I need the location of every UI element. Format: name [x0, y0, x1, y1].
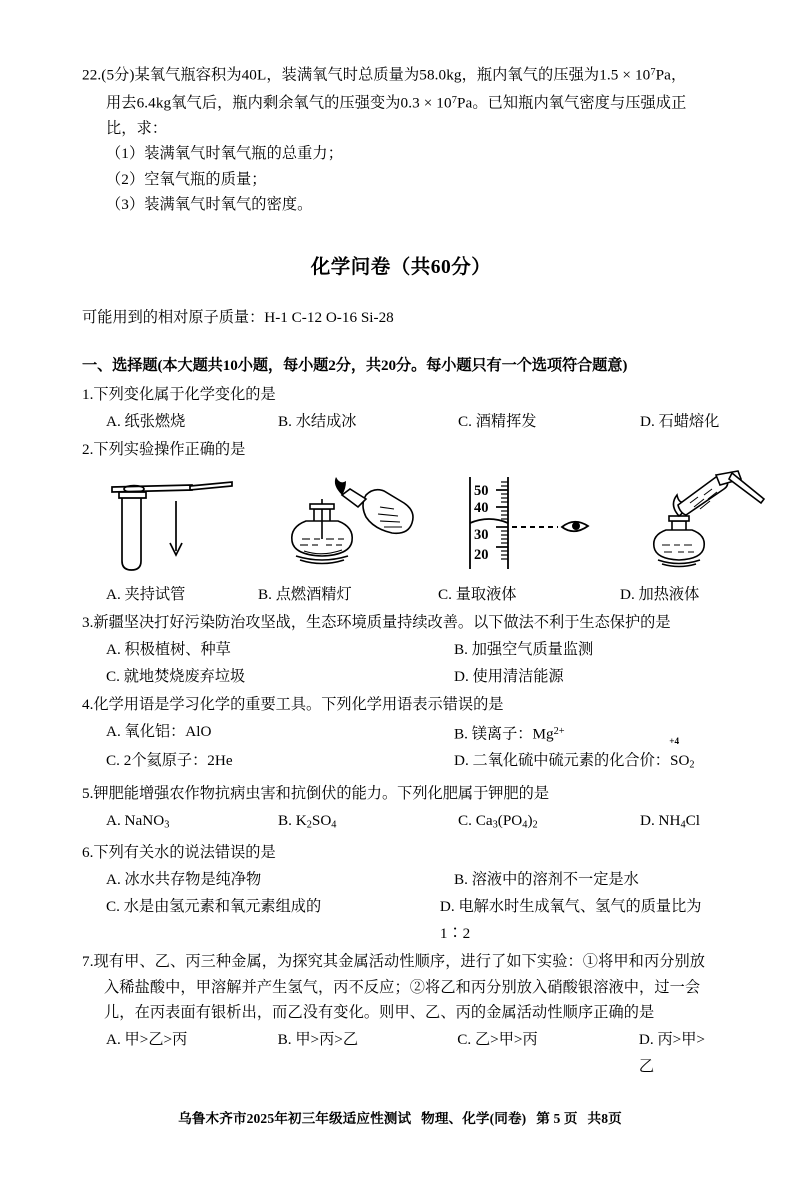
- oxidation-state-value: +4: [669, 735, 680, 746]
- question-3-option-a[interactable]: A. 积极植树、种草: [106, 640, 231, 658]
- question-2-option-b[interactable]: B. 点燃酒精灯: [258, 585, 352, 603]
- footer-page-number: 第 5 页: [536, 1111, 578, 1126]
- relative-atomic-mass-values: H-1 C-12 O-16 Si-28: [264, 308, 394, 326]
- question-2-option-c[interactable]: C. 量取液体: [438, 585, 517, 603]
- question-5-number: 5.: [82, 784, 94, 802]
- footer-exam-name: 乌鲁木齐市2025年初三年级适应性测试: [178, 1111, 412, 1126]
- multiple-choice-section-heading: 一、选择题(本大题共10小题，每小题2分，共20分。每小题只有一个选项符合题意): [82, 356, 628, 374]
- chem-question-2: [82, 437, 720, 608]
- q5c-mid2: ): [527, 811, 533, 829]
- q5a-prefix: A. NaNO: [106, 811, 165, 829]
- question-1-stem: [82, 382, 720, 408]
- question-4-stem: [82, 692, 720, 718]
- page-content: [82, 60, 720, 1082]
- relative-atomic-mass-label: 可能用到的相对原子质量：: [82, 308, 265, 326]
- question-22-sub-2: （2）空氧气瓶的质量；: [106, 170, 267, 188]
- oxygen-subscript: 2: [689, 759, 695, 771]
- oxygen-symbol: O: [678, 751, 690, 769]
- question-2-stem: [82, 437, 720, 463]
- cylinder-tick-20: 20: [474, 546, 489, 563]
- question-3-option-b[interactable]: B. 加强空气质量监测: [454, 640, 594, 658]
- question-4-option-a[interactable]: A. 氧化铝：AlO: [106, 722, 212, 740]
- question-1-option-d[interactable]: D. 石蜡熔化: [640, 412, 720, 430]
- question-7-option-d[interactable]: D. 丙>甲>乙: [638, 1030, 705, 1075]
- question-7-stem-line-3: 儿，在丙表面有银析出，而乙没有变化。则甲、乙、丙的金属活动性顺序正确的是: [104, 1004, 655, 1022]
- question-7-options: [82, 1026, 720, 1080]
- q5c-sub3: 2: [532, 819, 538, 831]
- question-3-stem: [82, 610, 720, 636]
- question-4-option-c[interactable]: C. 2个氦原子：2He: [106, 751, 233, 769]
- question-4-option-d-label: D. 二氧化硫中硫元素的化合价：: [454, 751, 670, 769]
- question-22-exp-2: 7: [451, 94, 457, 106]
- question-4-option-b-label: B. 镁离子：Mg: [454, 724, 554, 742]
- question-2-number: 2.: [82, 440, 94, 458]
- question-3-option-c[interactable]: C. 就地焚烧废弃垃圾: [106, 667, 246, 685]
- question-22-sub-3: （3）装满氧气时氧气的密度。: [106, 196, 313, 214]
- question-22-stem-1: 某氧气瓶容积为40L，装满氧气时总质量为58.0kg，瓶内氧气的压强为1.5 × 10: [134, 66, 651, 84]
- question-6-option-b[interactable]: B. 溶液中的溶剂不一定是水: [454, 871, 639, 889]
- question-1-options: [82, 408, 720, 435]
- question-5-option-a[interactable]: [106, 807, 278, 839]
- question-5-stem: [82, 781, 720, 807]
- question-22-exp-1: 7: [650, 67, 656, 78]
- question-3-number: 3.: [82, 613, 94, 631]
- question-4-option-b[interactable]: [454, 718, 565, 747]
- question-6-stem: [82, 840, 720, 866]
- question-2-text: 下列实验操作正确的是: [93, 440, 246, 458]
- question-7-option-c[interactable]: C. 乙>甲>丙: [457, 1030, 538, 1048]
- question-7-option-a[interactable]: A. 甲>乙>丙: [106, 1030, 188, 1048]
- question-2-figures: [82, 469, 720, 577]
- question-4-option-d[interactable]: [454, 735, 695, 779]
- q5d-mid: Cl: [685, 811, 701, 829]
- q5c-prefix: C. Ca: [458, 811, 493, 829]
- cylinder-tick-40: 40: [474, 499, 489, 516]
- q5b-sub: 2: [306, 819, 312, 831]
- heating-liquid-figure: [620, 469, 770, 577]
- question-6-option-c[interactable]: C. 水是由氢元素和氧元素组成的: [106, 898, 322, 916]
- question-3-options-row-1: [82, 636, 720, 663]
- question-6-options-row-1: [82, 866, 720, 893]
- q5d-sub: 4: [680, 819, 686, 831]
- chem-question-7: [82, 949, 720, 1080]
- question-1-option-a[interactable]: A. 纸张燃烧: [106, 412, 186, 430]
- q5b-mid: SO: [311, 811, 332, 829]
- question-3-option-d[interactable]: D. 使用清洁能源: [454, 667, 564, 685]
- question-7-option-b[interactable]: B. 甲>丙>乙: [277, 1030, 359, 1048]
- physics-question-22: [82, 60, 720, 218]
- question-4-options-row-2: [82, 735, 720, 779]
- question-22-stem-1-tail: Pa，: [655, 66, 687, 84]
- question-6-options-row-2: [82, 893, 720, 947]
- test-tube-clamp-figure: [92, 469, 262, 577]
- question-7-number: 7.: [82, 953, 94, 971]
- q5c-sub: 3: [492, 819, 498, 831]
- question-5-option-d[interactable]: [640, 807, 700, 839]
- question-7-stem-line-1: [82, 949, 720, 975]
- question-7-stem-line-2: 入稀盐酸中，甲溶解并产生氢气，丙不反应；②将乙和丙分别放入硝酸银溶液中，过一会: [104, 978, 701, 996]
- question-3-options-row-2: [82, 663, 720, 690]
- question-22-score: (5分): [101, 66, 135, 84]
- question-5-options: [82, 807, 720, 839]
- question-2-option-d[interactable]: D. 加热液体: [620, 585, 700, 603]
- chem-question-3: [82, 610, 720, 690]
- question-4-number: 4.: [82, 695, 94, 713]
- question-6-option-d[interactable]: D. 电解水时生成氧气、氢气的质量比为1∶2: [439, 898, 702, 943]
- question-4-option-b-charge: 2+: [553, 725, 565, 737]
- question-1-text: 下列变化属于化学变化的是: [93, 385, 276, 403]
- question-22-sub-1: （1）装满氧气时氧气瓶的总重力；: [106, 145, 344, 163]
- oxidation-state-group: [669, 735, 680, 774]
- chem-question-6: [82, 840, 720, 947]
- sulfur-symbol: S: [670, 751, 679, 769]
- question-1-option-b[interactable]: B. 水结成冰: [278, 412, 357, 430]
- question-22-stem-2-tail: Pa。已知瓶内氧气密度与压强成正: [456, 94, 687, 112]
- question-22-line-3: 比，求：: [106, 119, 168, 137]
- cylinder-tick-30: 30: [474, 526, 489, 543]
- question-6-text: 下列有关水的说法错误的是: [93, 844, 276, 862]
- alcohol-lamp-lighting-figure: [262, 469, 440, 577]
- footer-total-pages: 共8页: [587, 1111, 622, 1126]
- q5c-mid: (PO: [497, 811, 523, 829]
- question-1-option-c[interactable]: C. 酒精挥发: [458, 412, 537, 430]
- question-2-option-a[interactable]: A. 夹持试管: [106, 585, 186, 603]
- question-22-stem-2: 用去6.4kg氧气后，瓶内剩余氧气的压强变为0.3 × 10: [106, 94, 452, 112]
- q5b-sub2: 4: [331, 819, 337, 831]
- cylinder-tick-50: 50: [474, 482, 489, 499]
- q5d-prefix: D. NH: [640, 811, 681, 829]
- question-3-text: 新疆坚决打好污染防治攻坚战，生态环境质量持续改善。以下做法不利于生态保护的是: [93, 613, 671, 631]
- question-22-line-1: [82, 60, 720, 88]
- question-2-options: [82, 581, 720, 608]
- graduated-cylinder-reading-figure: [440, 469, 620, 577]
- question-22-number: 22.: [82, 66, 102, 84]
- relative-atomic-mass-note: [82, 305, 720, 331]
- q5a-sub: 3: [164, 819, 170, 831]
- chem-question-4: [82, 692, 720, 779]
- chemistry-section-title: 化学问卷（共60分）: [310, 256, 492, 278]
- q5b-prefix: B. K: [278, 811, 307, 829]
- q5c-sub2: 4: [522, 819, 528, 831]
- question-5-option-c[interactable]: [458, 807, 640, 839]
- question-1-number: 1.: [82, 385, 94, 403]
- question-5-option-b[interactable]: [278, 807, 458, 839]
- question-4-text: 化学用语是学习化学的重要工具。下列化学用语表示错误的是: [93, 695, 504, 713]
- question-6-option-a[interactable]: A. 冰水共存物是纯净物: [106, 871, 262, 889]
- chem-question-1: [82, 382, 720, 435]
- page-footer: [0, 1107, 800, 1127]
- question-22-line-2: [82, 88, 720, 116]
- question-5-text: 钾肥能增强农作物抗病虫害和抗倒伏的能力。下列化肥属于钾肥的是: [93, 784, 550, 802]
- footer-subject: 物理、化学(同卷): [421, 1111, 527, 1126]
- question-7-text-1: 现有甲、乙、丙三种金属，为探究其金属活动性顺序，进行了如下实验：①将甲和丙分别放: [93, 953, 706, 971]
- question-6-number: 6.: [82, 844, 94, 862]
- question-4-options-row-1: [82, 718, 720, 747]
- chem-question-5: [82, 781, 720, 839]
